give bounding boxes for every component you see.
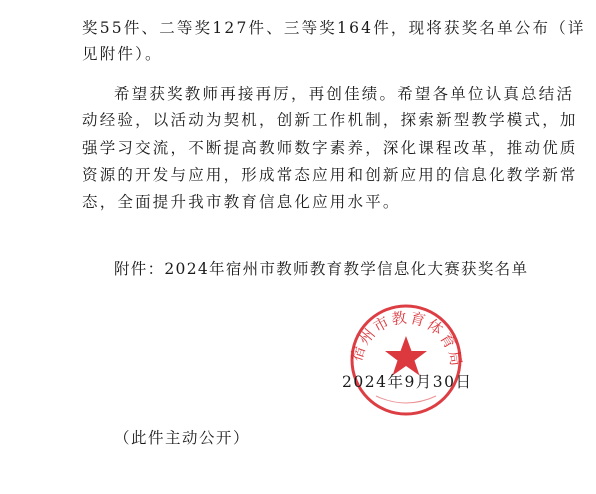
paragraph-line: 强学习交流，不断提高教师数字素养，深化课程改革，推动优质 <box>82 139 578 157</box>
paragraph-line: 动经验，以活动为契机，创新工作机制，探索新型教学模式，加 <box>82 111 578 129</box>
svg-text:宿州市教育体育局: 宿州市教育体育局 <box>347 308 466 370</box>
seal-star-icon <box>385 336 427 376</box>
paragraph-line: 希望获奖教师再接再厉，再创佳绩。希望各单位认真总结活 <box>114 85 575 103</box>
official-seal <box>338 298 468 418</box>
paragraph-line: 奖55件、二等奖127件、三等奖164件，现将获奖名单公布（详 <box>82 19 586 37</box>
paragraph-line: 资源的开发与应用，形成常态应用和创新应用的信息化教学新常 <box>82 166 578 184</box>
attachment-line: 附件：2024年宿州市教师教育教学信息化大赛获奖名单 <box>114 260 529 278</box>
paragraph-line: 见附件）。 <box>82 45 163 63</box>
disclosure-note: （此件主动公开） <box>114 429 251 447</box>
paragraph-line: 态，全面提升我市教育信息化应用水平。 <box>82 193 401 211</box>
seal-graphic <box>338 298 468 418</box>
issue-date: 2024年9月30日 <box>342 373 473 391</box>
